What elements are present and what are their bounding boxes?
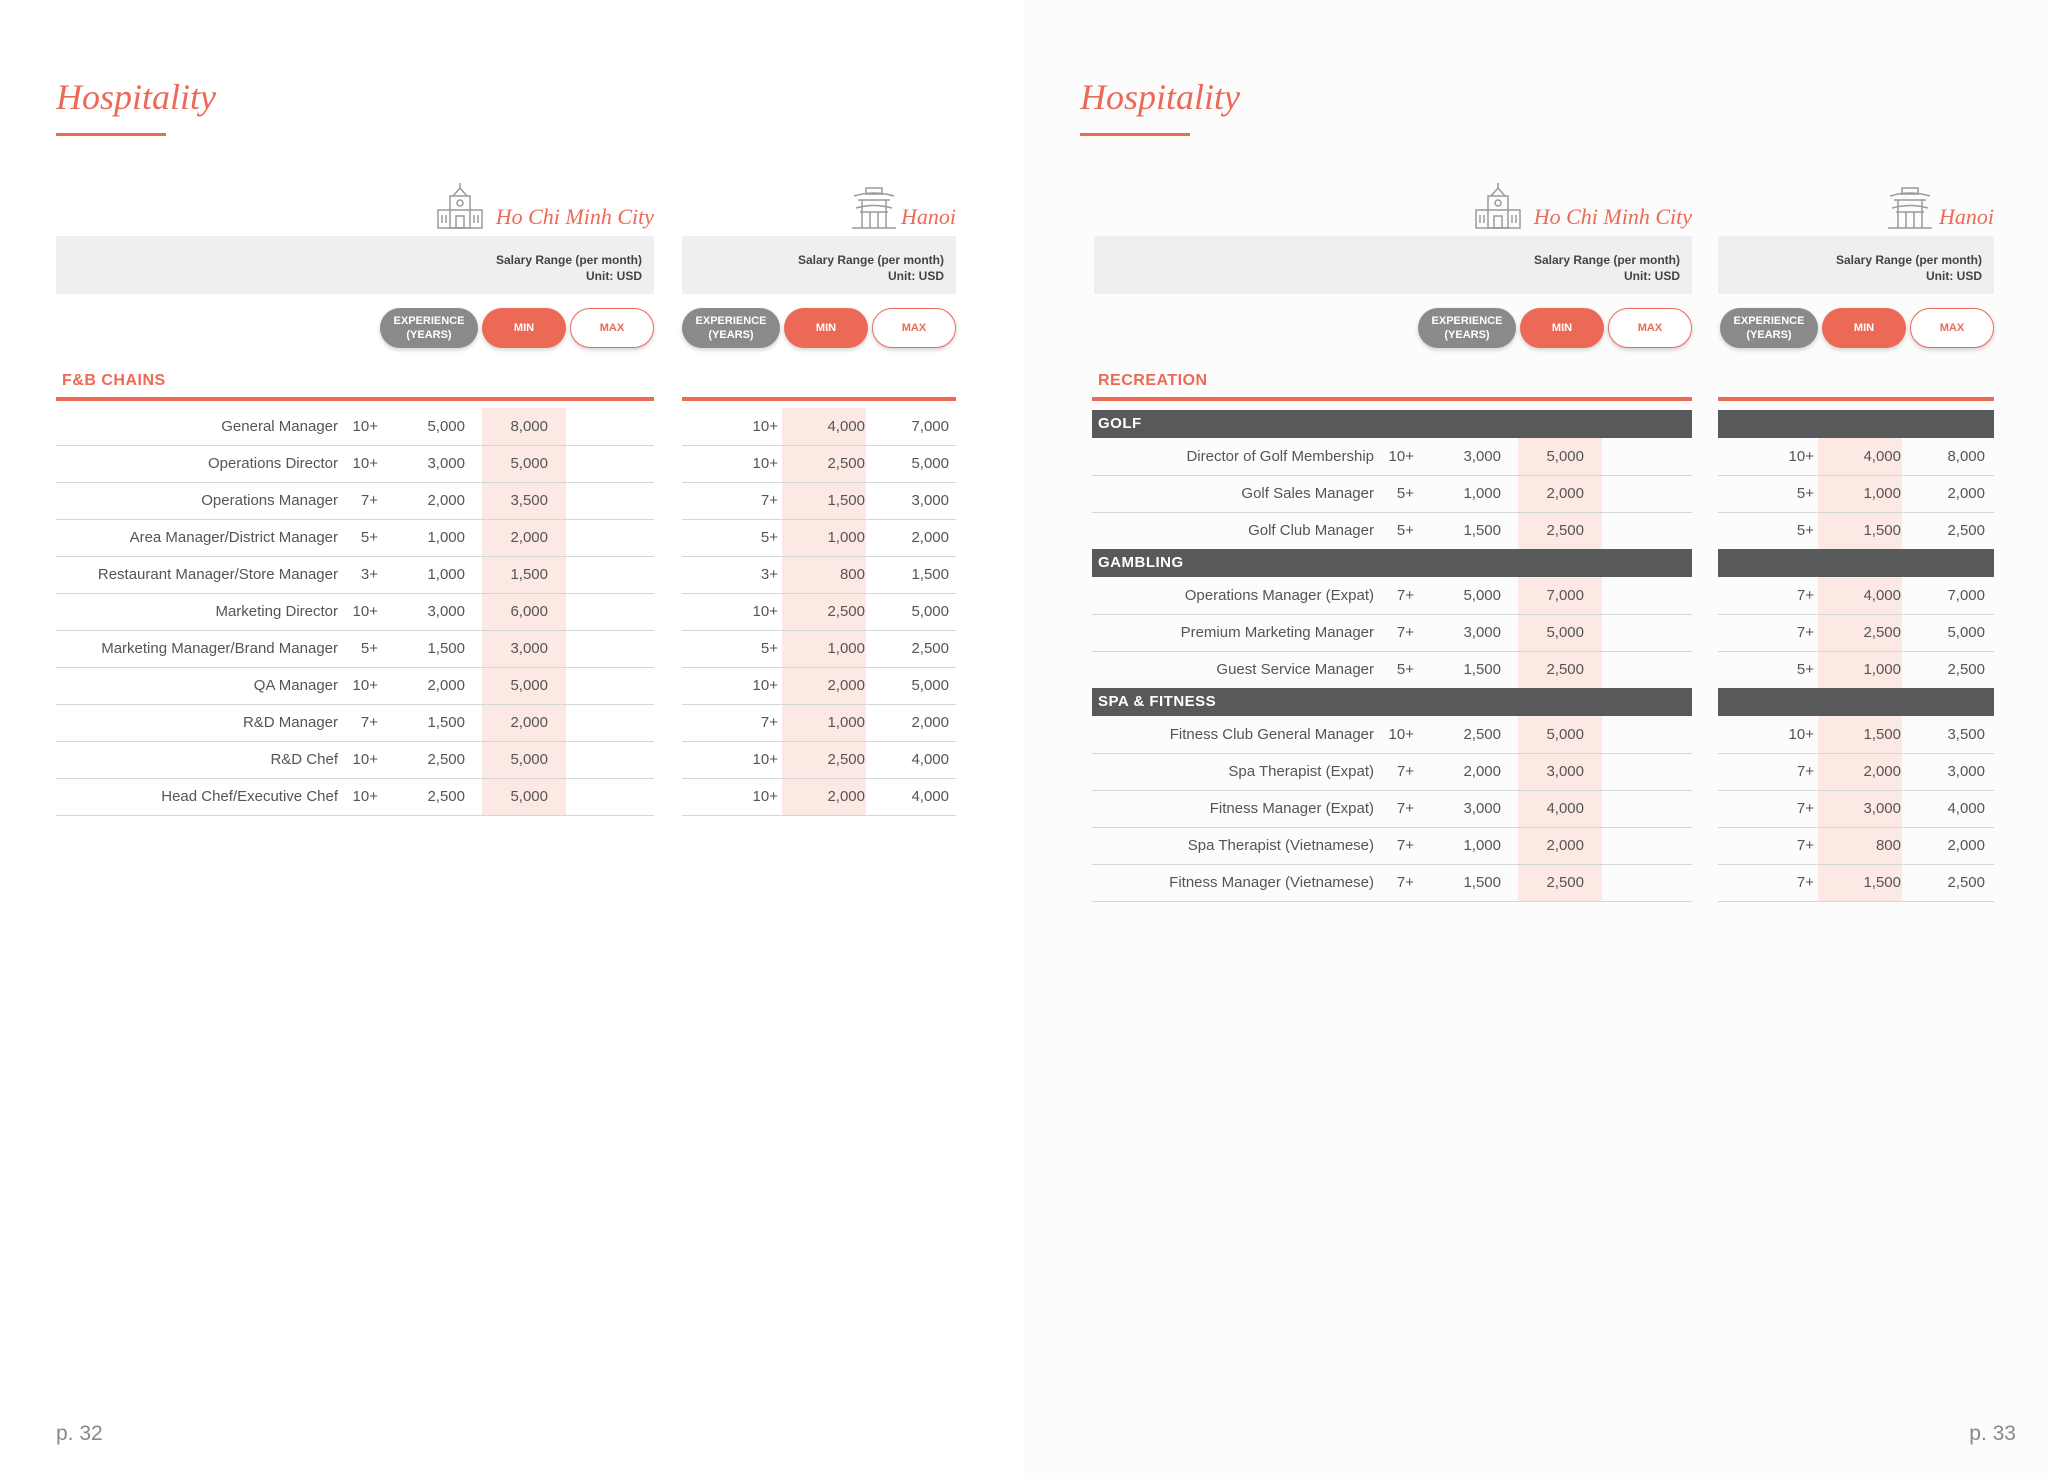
salary-range-label: Salary Range (per month) <box>797 253 944 267</box>
salary-table-hanoi <box>1718 410 1994 900</box>
min-salary: 800 <box>1875 837 1901 854</box>
experience-value: 10+ <box>752 788 778 805</box>
min-salary: 4,000 <box>1863 448 1901 465</box>
experience-value: 10+ <box>1388 448 1414 465</box>
experience-value: 5+ <box>360 529 378 546</box>
max-salary: 5,000 <box>510 788 548 805</box>
max-salary: 2,000 <box>1947 837 1985 854</box>
max-salary: 2,500 <box>1947 874 1985 891</box>
experience-value: 7+ <box>1396 587 1414 604</box>
experience-value: 5+ <box>1796 485 1814 502</box>
table-row <box>56 519 654 557</box>
experience-value: 10+ <box>352 788 378 805</box>
job-title: Fitness Club General Manager <box>1169 726 1374 743</box>
job-title: R&D Manager <box>242 714 338 731</box>
min-salary: 1,000 <box>1463 485 1501 502</box>
page-title: Hospitality <box>1080 77 1240 117</box>
column-pills-hanoi <box>682 308 956 348</box>
city-name-hanoi: Hanoi <box>1939 204 1994 229</box>
table-row <box>56 593 654 631</box>
experience-value: 10+ <box>352 418 378 435</box>
max-salary: 4,000 <box>1947 800 1985 817</box>
min-salary: 3,000 <box>427 603 465 620</box>
city-header-hanoi <box>850 180 956 230</box>
max-salary: 5,000 <box>911 677 949 694</box>
table-row <box>56 778 654 816</box>
experience-value: 7+ <box>1396 763 1414 780</box>
table-row <box>682 778 956 816</box>
column-pills-hcm <box>380 308 654 348</box>
table-row <box>682 593 956 631</box>
salary-range-box-hanoi <box>682 236 956 294</box>
min-salary: 5,000 <box>427 418 465 435</box>
max-salary: 2,000 <box>1546 485 1584 502</box>
salary-range-label: Salary Range (per month) <box>1533 253 1680 267</box>
experience-value: 3+ <box>760 566 778 583</box>
section-rule-hcm <box>1092 397 1692 401</box>
experience-value: 10+ <box>752 455 778 472</box>
max-salary: 5,000 <box>510 455 548 472</box>
experience-value: 5+ <box>1396 485 1414 502</box>
max-salary: 5,000 <box>1546 726 1584 743</box>
table-row <box>1718 864 1994 902</box>
experience-value: 5+ <box>360 640 378 657</box>
max-salary: 3,500 <box>1947 726 1985 743</box>
max-salary: 3,000 <box>510 640 548 657</box>
max-salary: 2,000 <box>1546 837 1584 854</box>
experience-value: 10+ <box>352 677 378 694</box>
table-row <box>56 741 654 779</box>
min-salary: 3,000 <box>1463 800 1501 817</box>
salary-range-box-hanoi <box>1718 236 1994 294</box>
experience-value: 10+ <box>352 603 378 620</box>
min-salary: 1,000 <box>1463 837 1501 854</box>
pagoda-gate-icon <box>850 182 898 230</box>
experience-value: 5+ <box>1396 522 1414 539</box>
experience-value: 7+ <box>760 492 778 509</box>
table-row <box>1092 827 1692 865</box>
min-pill: MIN <box>784 308 868 348</box>
max-salary: 4,000 <box>911 751 949 768</box>
job-title: Marketing Manager/Brand Manager <box>101 640 338 657</box>
min-pill: MIN <box>1822 308 1906 348</box>
max-salary: 5,000 <box>510 751 548 768</box>
min-salary: 1,000 <box>827 529 865 546</box>
salary-table-hanoi <box>682 408 956 818</box>
table-row <box>1718 577 1994 615</box>
salary-range-label: Salary Range (per month) <box>1835 253 1982 267</box>
experience-pill: EXPERIENCE (YEARS) <box>1418 308 1516 348</box>
unit-label: Unit: USD <box>1926 269 1982 283</box>
min-salary: 3,000 <box>1463 624 1501 641</box>
min-salary: 1,000 <box>827 714 865 731</box>
city-header-hanoi <box>1886 180 1994 230</box>
job-title: Operations Director <box>207 455 338 472</box>
max-salary: 1,500 <box>911 566 949 583</box>
city-name-hcm: Ho Chi Minh City <box>1533 204 1692 229</box>
max-salary: 2,500 <box>1546 874 1584 891</box>
table-row <box>682 741 956 779</box>
min-salary: 2,000 <box>827 788 865 805</box>
min-salary: 4,000 <box>827 418 865 435</box>
experience-value: 7+ <box>1796 587 1814 604</box>
max-salary: 4,000 <box>1546 800 1584 817</box>
table-row <box>56 408 654 446</box>
experience-value: 10+ <box>752 418 778 435</box>
job-title: QA Manager <box>253 677 338 694</box>
group-header-bar <box>1718 410 1994 438</box>
max-salary: 2,500 <box>1947 522 1985 539</box>
max-salary: 7,000 <box>1546 587 1584 604</box>
min-salary: 1,000 <box>427 566 465 583</box>
min-salary: 1,000 <box>1863 485 1901 502</box>
max-salary: 5,000 <box>1546 448 1584 465</box>
max-salary: 2,500 <box>1947 661 1985 678</box>
min-salary: 2,500 <box>827 751 865 768</box>
table-row <box>1092 753 1692 791</box>
min-salary: 2,500 <box>427 751 465 768</box>
max-salary: 1,500 <box>510 566 548 583</box>
max-pill: MAX <box>872 308 956 348</box>
max-salary: 3,000 <box>1947 763 1985 780</box>
salary-range-box-hcm <box>56 236 654 294</box>
column-pills-hanoi <box>1720 308 1994 348</box>
table-row <box>56 704 654 742</box>
min-salary: 4,000 <box>1863 587 1901 604</box>
section-rule-hcm <box>56 397 654 401</box>
max-salary: 4,000 <box>911 788 949 805</box>
job-title: Premium Marketing Manager <box>1180 624 1374 641</box>
job-title: Spa Therapist (Vietnamese) <box>1187 837 1374 854</box>
min-salary: 2,000 <box>427 492 465 509</box>
min-salary: 3,000 <box>1863 800 1901 817</box>
table-row <box>1092 716 1692 754</box>
experience-value: 10+ <box>352 455 378 472</box>
city-hall-icon <box>436 182 484 230</box>
min-salary: 1,500 <box>427 640 465 657</box>
experience-value: 7+ <box>1796 800 1814 817</box>
experience-value: 10+ <box>352 751 378 768</box>
min-salary: 1,500 <box>1863 522 1901 539</box>
section-title: F&B CHAINS <box>62 372 166 389</box>
max-salary: 2,500 <box>1546 661 1584 678</box>
min-salary: 5,000 <box>1463 587 1501 604</box>
job-title: Golf Sales Manager <box>1241 485 1374 502</box>
section-rule-hanoi <box>1718 397 1994 401</box>
max-salary: 6,000 <box>510 603 548 620</box>
experience-value: 7+ <box>1796 624 1814 641</box>
unit-label: Unit: USD <box>888 269 944 283</box>
min-salary: 2,500 <box>827 455 865 472</box>
experience-value: 10+ <box>1388 726 1414 743</box>
table-row <box>56 445 654 483</box>
min-salary: 1,500 <box>827 492 865 509</box>
experience-value: 7+ <box>360 492 378 509</box>
experience-value: 10+ <box>1788 448 1814 465</box>
table-row <box>56 482 654 520</box>
min-salary: 1,500 <box>1463 522 1501 539</box>
page-title: Hospitality <box>56 77 216 117</box>
min-salary: 1,500 <box>427 714 465 731</box>
page-number: p. 32 <box>56 1422 103 1445</box>
section-rule-hanoi <box>682 397 956 401</box>
experience-pill: EXPERIENCE (YEARS) <box>380 308 478 348</box>
table-row <box>1718 475 1994 513</box>
salary-range-box-hcm <box>1094 236 1692 294</box>
min-salary: 2,000 <box>427 677 465 694</box>
min-salary: 1,500 <box>1863 874 1901 891</box>
table-row <box>1092 790 1692 828</box>
min-salary: 1,000 <box>427 529 465 546</box>
table-row <box>56 630 654 668</box>
experience-value: 7+ <box>1796 763 1814 780</box>
table-row <box>1718 753 1994 791</box>
salary-table-hcm <box>1092 410 1692 900</box>
table-row <box>682 408 956 446</box>
max-salary: 5,000 <box>1546 624 1584 641</box>
min-salary: 2,500 <box>1463 726 1501 743</box>
table-row <box>1092 577 1692 615</box>
section-title: RECREATION <box>1098 372 1208 389</box>
job-title: Golf Club Manager <box>1248 522 1374 539</box>
title-underline <box>1080 133 1190 136</box>
min-salary: 800 <box>839 566 865 583</box>
city-name-hcm: Ho Chi Minh City <box>495 204 654 229</box>
city-header-hcm <box>1474 180 1692 230</box>
max-salary: 5,000 <box>911 603 949 620</box>
max-salary: 3,000 <box>911 492 949 509</box>
min-pill: MIN <box>1520 308 1604 348</box>
table-row <box>56 556 654 594</box>
max-salary: 3,500 <box>510 492 548 509</box>
max-salary: 8,000 <box>1947 448 1985 465</box>
max-salary: 2,500 <box>1546 522 1584 539</box>
city-hall-icon <box>1474 182 1522 230</box>
experience-value: 7+ <box>1396 837 1414 854</box>
job-title: Head Chef/Executive Chef <box>161 788 338 805</box>
experience-value: 7+ <box>1796 874 1814 891</box>
table-row <box>1718 827 1994 865</box>
table-row <box>1718 614 1994 652</box>
experience-value: 7+ <box>760 714 778 731</box>
table-row <box>1092 651 1692 689</box>
table-row <box>682 482 956 520</box>
table-row <box>682 630 956 668</box>
table-row <box>1092 614 1692 652</box>
page-number: p. 33 <box>1969 1422 2016 1445</box>
table-row <box>1718 512 1994 550</box>
title-underline <box>56 133 166 136</box>
min-salary: 2,000 <box>1863 763 1901 780</box>
unit-label: Unit: USD <box>1624 269 1680 283</box>
experience-value: 5+ <box>760 640 778 657</box>
experience-value: 5+ <box>1796 661 1814 678</box>
city-name-hanoi: Hanoi <box>901 204 956 229</box>
min-salary: 2,000 <box>1463 763 1501 780</box>
max-salary: 2,000 <box>911 714 949 731</box>
column-pills-hcm <box>1418 308 1692 348</box>
min-salary: 3,000 <box>427 455 465 472</box>
group-header-bar <box>1718 688 1994 716</box>
table-row <box>1092 512 1692 550</box>
job-title: Fitness Manager (Vietnamese) <box>1169 874 1374 891</box>
max-pill: MAX <box>1910 308 1994 348</box>
experience-value: 3+ <box>360 566 378 583</box>
table-row <box>56 667 654 705</box>
salary-table-hcm <box>56 408 654 818</box>
min-salary: 3,000 <box>1463 448 1501 465</box>
experience-value: 7+ <box>1396 624 1414 641</box>
job-title: Restaurant Manager/Store Manager <box>97 566 338 583</box>
table-row <box>682 704 956 742</box>
min-salary: 1,000 <box>827 640 865 657</box>
group-header: SPA & FITNESS <box>1092 688 1692 716</box>
max-salary: 2,500 <box>911 640 949 657</box>
job-title: General Manager <box>221 418 338 435</box>
table-row <box>1718 651 1994 689</box>
min-salary: 2,500 <box>827 603 865 620</box>
job-title: Operations Manager (Expat) <box>1184 587 1374 604</box>
max-salary: 5,000 <box>911 455 949 472</box>
group-header-bar <box>1718 549 1994 577</box>
max-salary: 2,000 <box>510 714 548 731</box>
experience-value: 7+ <box>1796 837 1814 854</box>
group-header: GOLF <box>1092 410 1692 438</box>
table-row <box>1092 438 1692 476</box>
table-row <box>682 667 956 705</box>
table-row <box>682 445 956 483</box>
experience-value: 10+ <box>752 677 778 694</box>
table-row <box>682 556 956 594</box>
max-pill: MAX <box>570 308 654 348</box>
table-row <box>1718 716 1994 754</box>
max-salary: 8,000 <box>510 418 548 435</box>
table-row <box>1718 790 1994 828</box>
job-title: Area Manager/District Manager <box>129 529 338 546</box>
experience-value: 10+ <box>752 603 778 620</box>
experience-value: 5+ <box>1796 522 1814 539</box>
min-salary: 1,500 <box>1463 661 1501 678</box>
job-title: Marketing Director <box>215 603 338 620</box>
min-salary: 1,000 <box>1863 661 1901 678</box>
min-salary: 1,500 <box>1463 874 1501 891</box>
job-title: Spa Therapist (Expat) <box>1228 763 1374 780</box>
min-salary: 2,000 <box>827 677 865 694</box>
min-pill: MIN <box>482 308 566 348</box>
max-salary: 2,000 <box>1947 485 1985 502</box>
max-salary: 2,000 <box>911 529 949 546</box>
max-salary: 3,000 <box>1546 763 1584 780</box>
max-salary: 5,000 <box>1947 624 1985 641</box>
group-header: GAMBLING <box>1092 549 1692 577</box>
experience-value: 5+ <box>1396 661 1414 678</box>
max-salary: 2,000 <box>510 529 548 546</box>
table-row <box>1718 438 1994 476</box>
job-title: Director of Golf Membership <box>1186 448 1374 465</box>
unit-label: Unit: USD <box>586 269 642 283</box>
experience-pill: EXPERIENCE (YEARS) <box>682 308 780 348</box>
city-header-hcm <box>436 180 654 230</box>
page-33 <box>1024 0 2048 1479</box>
table-row <box>682 519 956 557</box>
pagoda-gate-icon <box>1886 182 1934 230</box>
max-salary: 7,000 <box>1947 587 1985 604</box>
job-title: Fitness Manager (Expat) <box>1209 800 1374 817</box>
job-title: R&D Chef <box>270 751 338 768</box>
experience-pill: EXPERIENCE (YEARS) <box>1720 308 1818 348</box>
max-pill: MAX <box>1608 308 1692 348</box>
experience-value: 7+ <box>360 714 378 731</box>
job-title: Guest Service Manager <box>1216 661 1374 678</box>
experience-value: 7+ <box>1396 800 1414 817</box>
max-salary: 7,000 <box>911 418 949 435</box>
min-salary: 2,500 <box>1863 624 1901 641</box>
salary-range-label: Salary Range (per month) <box>495 253 642 267</box>
experience-value: 10+ <box>1788 726 1814 743</box>
table-row <box>1092 864 1692 902</box>
min-salary: 1,500 <box>1863 726 1901 743</box>
experience-value: 10+ <box>752 751 778 768</box>
experience-value: 5+ <box>760 529 778 546</box>
min-salary: 2,500 <box>427 788 465 805</box>
max-salary: 5,000 <box>510 677 548 694</box>
job-title: Operations Manager <box>201 492 338 509</box>
table-row <box>1092 475 1692 513</box>
experience-value: 7+ <box>1396 874 1414 891</box>
